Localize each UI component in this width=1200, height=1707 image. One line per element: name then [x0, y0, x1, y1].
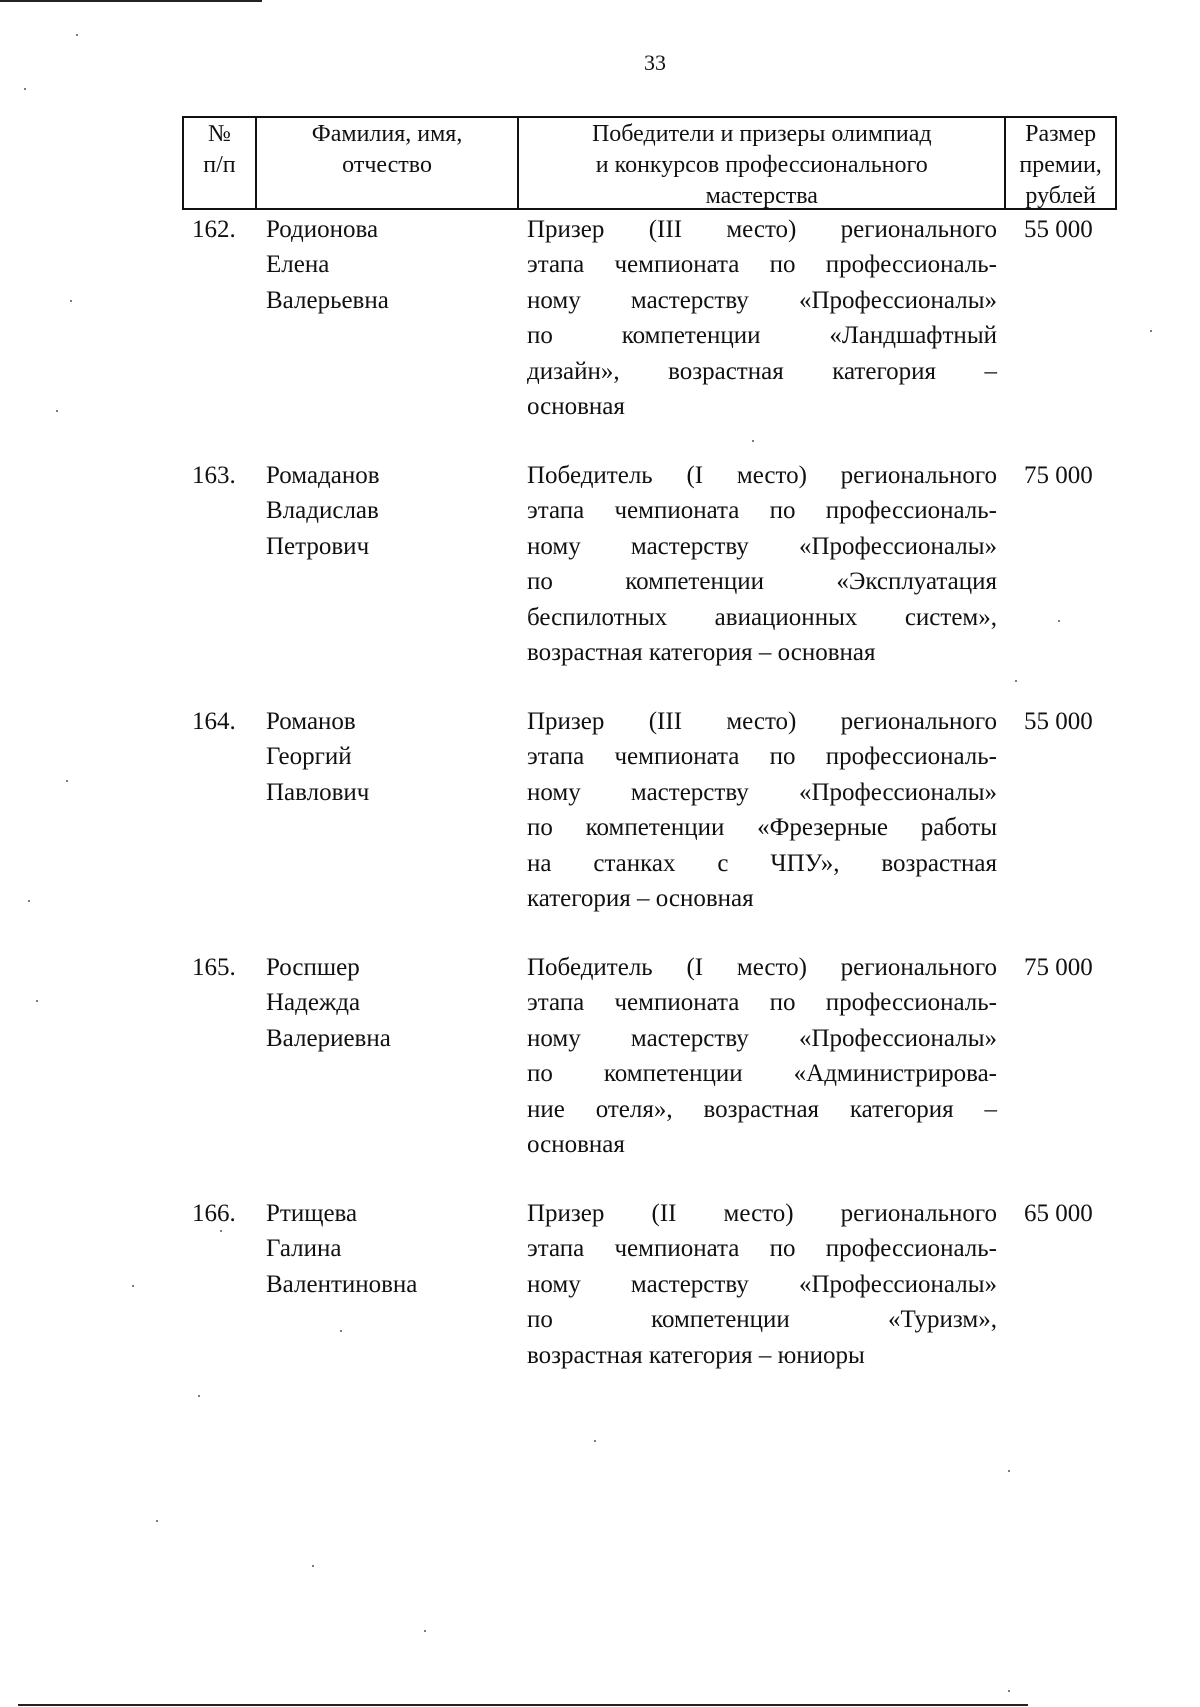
first-name: Галина: [266, 1235, 342, 1263]
table-header: [182, 116, 1117, 210]
achievement-line: основная: [527, 393, 625, 421]
achievement-line: Призер (II место) регионального: [527, 1200, 997, 1227]
achievement-line: категория – основная: [527, 885, 754, 913]
row-full-name: [266, 704, 516, 810]
achievement-line: Призер (III место) регионального: [527, 708, 997, 735]
row-full-name: [266, 950, 516, 1056]
table-row: [182, 704, 1117, 924]
patronymic: Павлович: [266, 778, 370, 806]
first-name: Владислав: [266, 497, 379, 525]
row-prize-amount: 55 000: [1024, 708, 1093, 735]
row-prize-amount: 75 000: [1024, 954, 1093, 981]
table-row: [182, 212, 1117, 432]
row-prize-amount: 75 000: [1024, 462, 1093, 489]
header-achievement: Победители и призеры олимпиад и конкурсов профессионального мастерства: [519, 118, 1006, 208]
table-row: [182, 950, 1117, 1170]
scan-speck: [1058, 620, 1060, 622]
patronymic: Петрович: [266, 532, 370, 560]
achievement-line: на станках с ЧПУ», возрастная: [527, 849, 997, 877]
scan-speck: [156, 1520, 158, 1522]
achievement-line: Победитель (I место) регионального: [527, 954, 997, 981]
row-achievement: [527, 212, 997, 424]
header-full-name: Фамилия, имя, отчество: [257, 118, 519, 208]
patronymic: Валериевна: [266, 1024, 391, 1052]
achievement-line: возрастная категория – основная: [527, 639, 876, 667]
achievement-line: этапа чемпионата по профессиональ-: [527, 251, 997, 279]
header-number: № п/п: [184, 118, 257, 208]
surname: Ромаданов: [266, 462, 380, 489]
scan-speck: [56, 410, 58, 412]
surname: Роспшер: [266, 954, 360, 981]
scan-speck: [340, 1330, 342, 1332]
scan-speck: [24, 88, 26, 90]
patronymic: Валерьевна: [266, 286, 389, 314]
scan-speck: [76, 34, 78, 36]
scan-speck: [36, 1000, 38, 1002]
scan-edge-bottom: [18, 1704, 1028, 1706]
scan-speck: [312, 1565, 314, 1567]
row-prize-amount: 55 000: [1024, 216, 1093, 243]
row-number: 164.: [192, 708, 236, 735]
scan-speck: [1008, 1690, 1010, 1692]
scan-speck: [1015, 680, 1017, 682]
row-achievement: [527, 458, 997, 670]
scan-speck: [220, 1230, 222, 1232]
surname: Романов: [266, 708, 356, 735]
scan-edge-top: [0, 0, 262, 2]
first-name: Надежда: [266, 989, 361, 1017]
page-number: 33: [644, 50, 666, 75]
row-achievement: [527, 1196, 997, 1373]
scan-speck: [66, 780, 68, 782]
achievement-line: ному мастерству «Профессионалы»: [527, 286, 997, 314]
row-number: 166.: [192, 1200, 236, 1227]
row-prize-amount: 65 000: [1024, 1200, 1093, 1227]
achievement-line: этапа чемпионата по профессиональ-: [527, 989, 997, 1017]
row-achievement: [527, 704, 997, 916]
achievement-line: по компетенции «Фрезерные работы: [527, 814, 997, 842]
achievement-line: дизайн», возрастная категория –: [527, 357, 997, 385]
achievement-line: Призер (III место) регионального: [527, 216, 997, 243]
scan-speck: [132, 1285, 134, 1287]
row-full-name: [266, 1196, 516, 1302]
scan-speck: [198, 1395, 200, 1397]
achievement-line: этапа чемпионата по профессиональ-: [527, 497, 997, 525]
achievement-line: беспилотных авиационных систем»,: [527, 603, 997, 631]
table-row: [182, 458, 1117, 678]
achievement-line: по компетенции «Администрирова-: [527, 1060, 997, 1088]
scan-speck: [752, 440, 754, 442]
scan-speck: [70, 300, 72, 302]
surname: Родионова: [266, 216, 379, 243]
table-row: [182, 1196, 1117, 1416]
header-prize-amount: Размер премии, рублей: [1019, 121, 1102, 208]
achievement-line: этапа чемпионата по профессиональ-: [527, 743, 997, 771]
scan-speck: [1008, 1470, 1010, 1472]
scan-speck: [1150, 330, 1152, 332]
achievement-line: Победитель (I место) регионального: [527, 462, 997, 489]
row-number: 165.: [192, 954, 236, 981]
surname: Ртищева: [266, 1200, 358, 1227]
scan-speck: [28, 900, 30, 902]
achievement-line: ние отеля», возрастная категория –: [527, 1095, 997, 1123]
achievement-line: основная: [527, 1131, 625, 1159]
row-number: 162.: [192, 216, 236, 243]
row-full-name: [266, 212, 516, 318]
scan-speck: [424, 1630, 426, 1632]
first-name: Георгий: [266, 743, 352, 771]
achievement-line: ному мастерству «Профессионалы»: [527, 778, 997, 806]
achievement-line: по компетенции «Эксплуатация: [527, 568, 997, 596]
row-number: 163.: [192, 462, 236, 489]
achievement-line: по компетенции «Туризм»,: [527, 1306, 997, 1334]
achievement-line: ному мастерству «Профессионалы»: [527, 1270, 997, 1298]
patronymic: Валентиновна: [266, 1270, 418, 1298]
achievement-line: возрастная категория – юниоры: [527, 1341, 865, 1369]
first-name: Елена: [266, 251, 330, 279]
scan-speck: [594, 1440, 596, 1442]
row-achievement: [527, 950, 997, 1162]
achievement-line: ному мастерству «Профессионалы»: [527, 532, 997, 560]
achievement-line: по компетенции «Ландшафтный: [527, 322, 997, 350]
achievement-line: ному мастерству «Профессионалы»: [527, 1024, 997, 1052]
achievement-line: этапа чемпионата по профессиональ-: [527, 1235, 997, 1263]
row-full-name: [266, 458, 516, 564]
